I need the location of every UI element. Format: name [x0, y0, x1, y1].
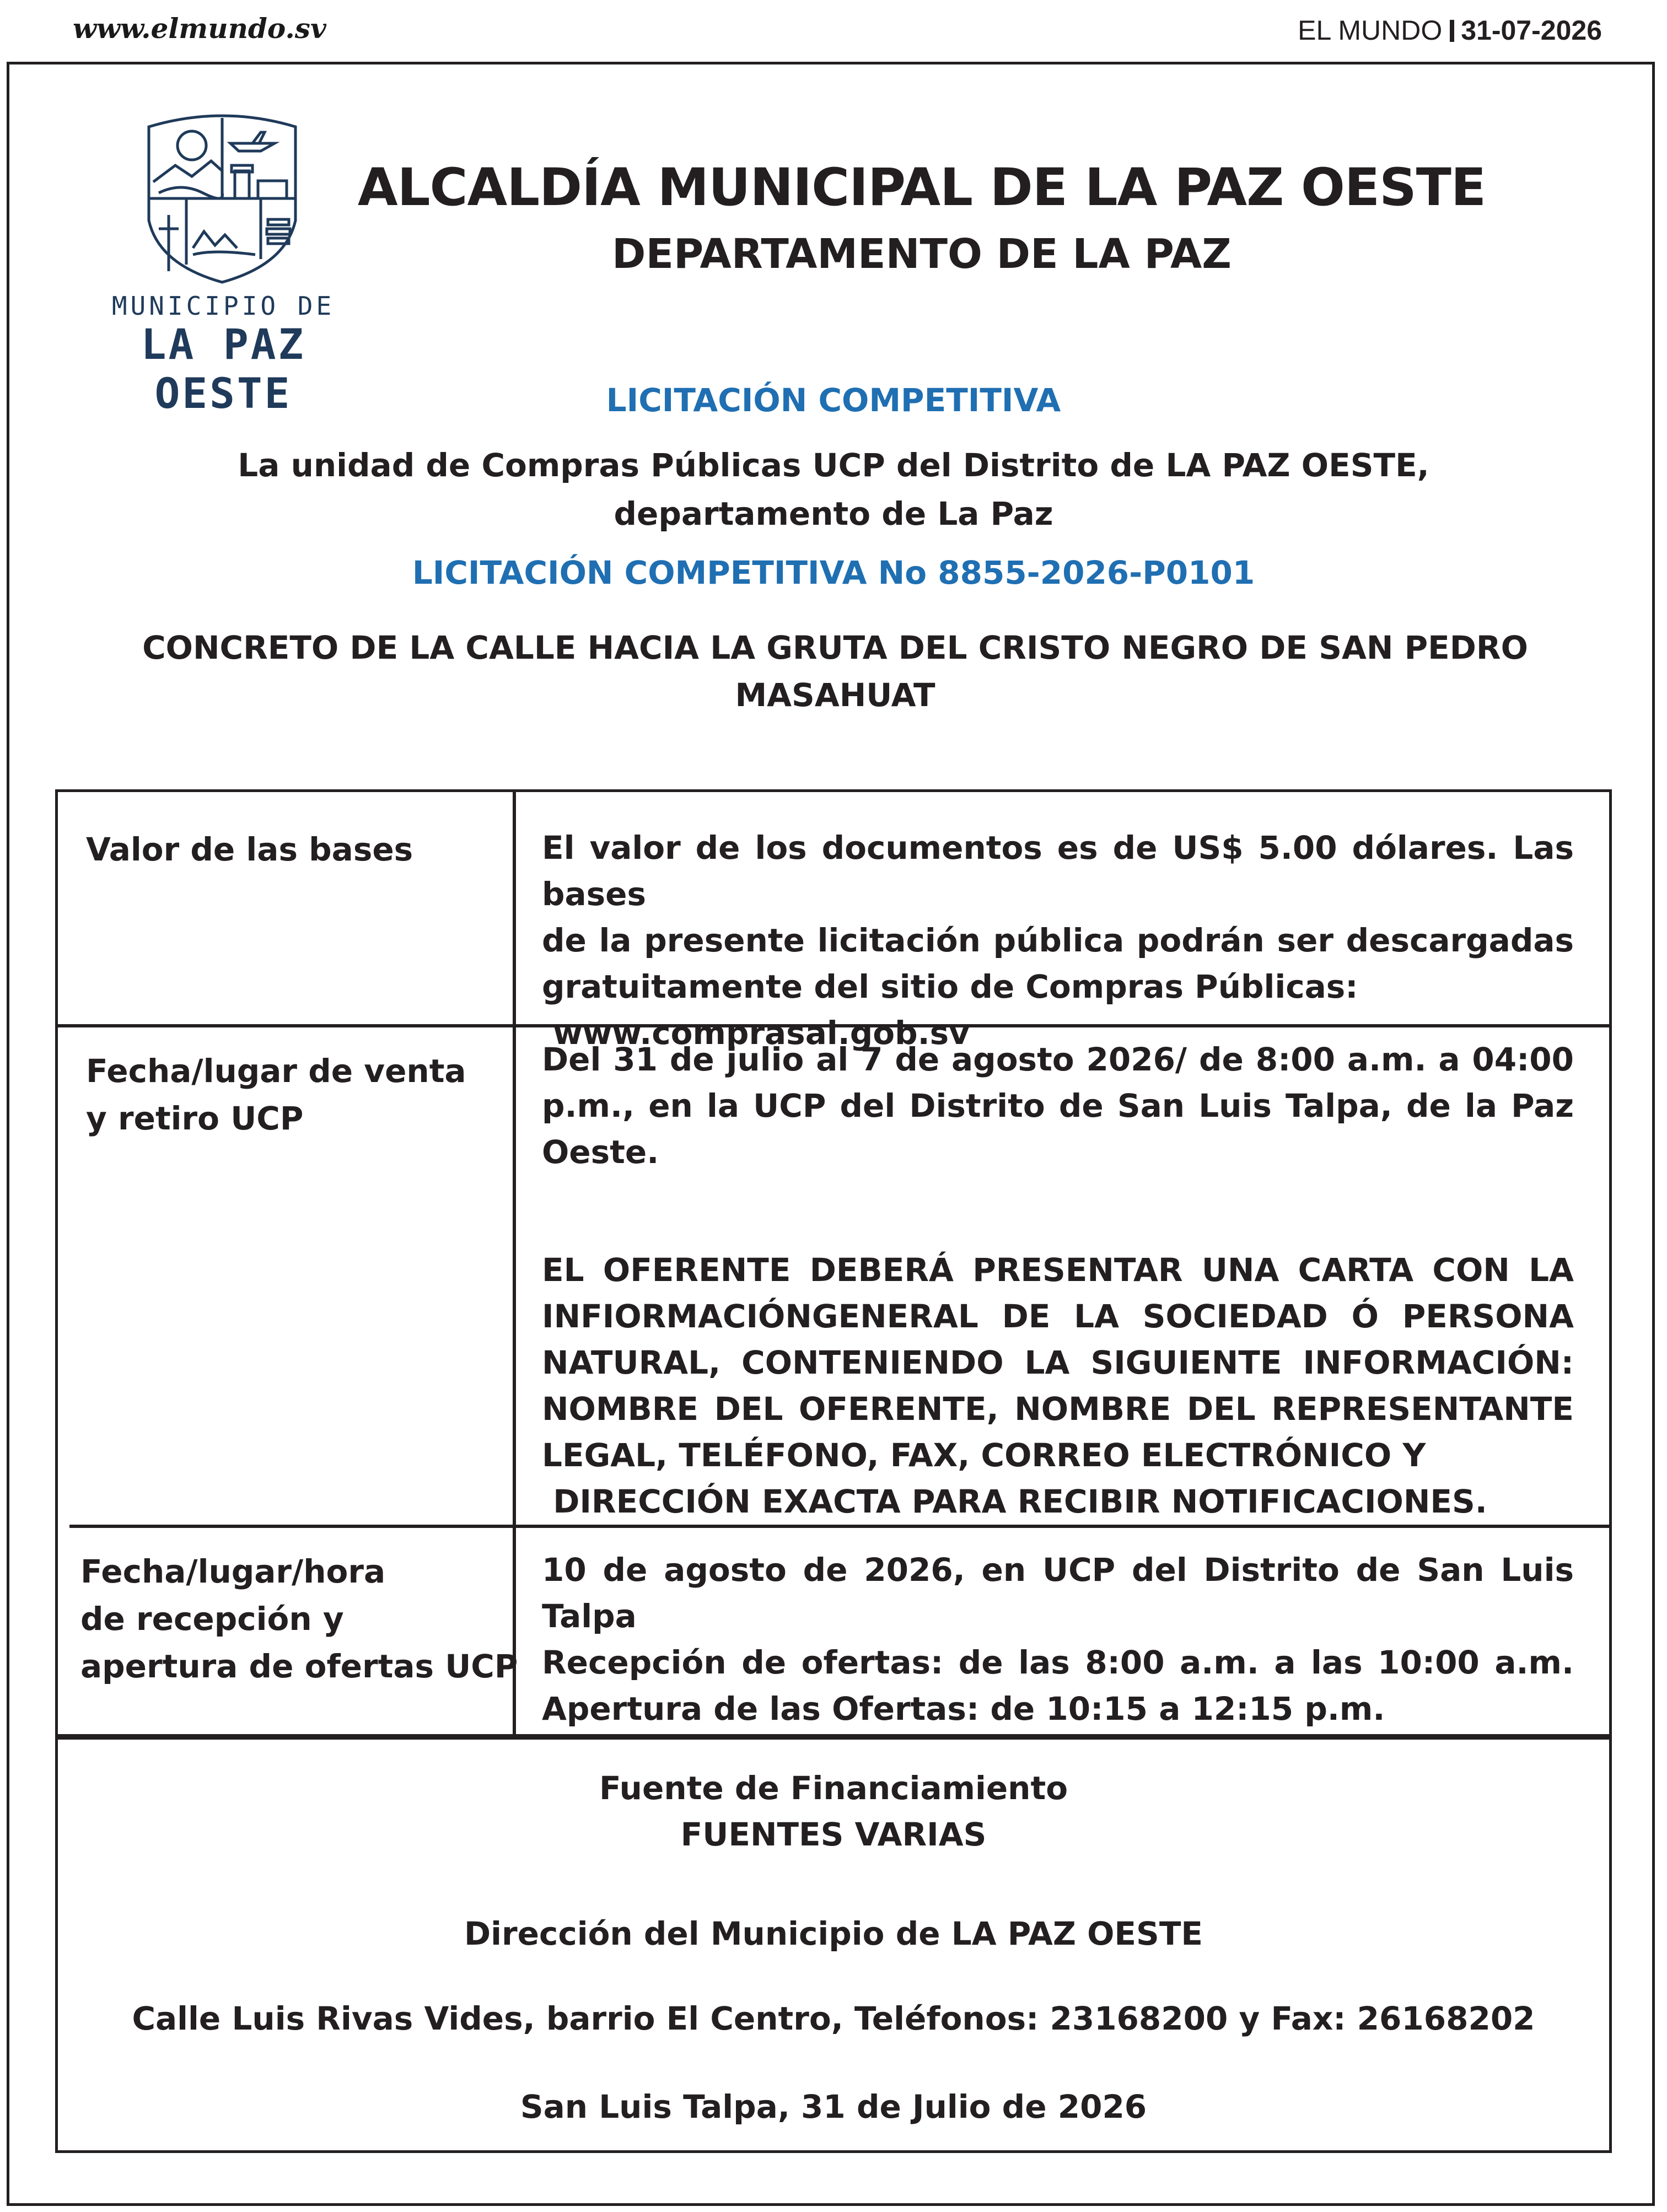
row-label-reception-opening: Fecha/lugar/hora de recepción y apertura de ofertas UCP — [80, 1553, 518, 1685]
project-title — [66, 624, 1604, 719]
masthead-divider — [1450, 20, 1454, 42]
tender-number: LICITACIÓN COMPETITIVA No 8855-2026-P0101 — [412, 554, 1255, 591]
table-text-line: El valor de los documentos es de US$ 5.00 dólares. Las bases — [542, 829, 1574, 913]
table-text-line: Apertura de las Ofertas: de 10:15 a 12:15 p.m. — [542, 1690, 1385, 1727]
row-content-sale-date-place — [542, 1036, 1574, 1525]
newspaper-name: EL MUNDO — [1298, 15, 1443, 46]
paragraph-gap — [542, 1175, 1574, 1247]
website-url: www.elmundo.sv — [73, 12, 326, 45]
table-text-line: INFIORMACIÓNGENERAL DE LA SOCIEDAD Ó PERSONA — [542, 1298, 1574, 1335]
table-text-line: NATURAL, CONTENIENDO LA SIGUIENTE INFORMACIÓN: — [542, 1344, 1574, 1381]
funding-value: FUENTES VARIAS — [680, 1816, 987, 1853]
table-text-line: Del 31 de julio al 7 de agosto 2026/ de 8:00 a.m. a 04:00 — [542, 1041, 1574, 1078]
masthead — [1298, 14, 1602, 46]
table-text-line: gratuitamente del sitio de Compras Públicas: — [542, 968, 1358, 1005]
issuer-line-1: La unidad de Compras Públicas UCP del Distrito de LA PAZ OESTE, — [238, 446, 1429, 484]
project-line-2: MASAHUAT — [735, 676, 935, 714]
table-row-divider — [69, 1525, 1612, 1528]
page-title: ALCALDÍA MUNICIPAL DE LA PAZ OESTE — [357, 158, 1486, 218]
table-text-line: LEGAL, TELÉFONO, FAX, CORREO ELECTRÓNICO Y — [542, 1436, 1426, 1474]
table-text-line: p.m., en la UCP del Distrito de San Luis Talpa, de la Paz — [542, 1087, 1574, 1124]
comprasal-url: www.comprasal.gob.sv — [542, 1014, 970, 1052]
table-text-line: Recepción de ofertas: de las 8:00 a.m. a las 10:00 a.m. — [542, 1644, 1574, 1681]
address: Calle Luis Rivas Vides, barrio El Centro, Teléfonos: 23168200 y Fax: 26168202 — [132, 2000, 1535, 2037]
row-content-bases-value — [542, 825, 1574, 1056]
address-label: Dirección del Municipio de LA PAZ OESTE — [464, 1915, 1203, 1952]
row-label-bases-value: Valor de las bases — [86, 831, 413, 868]
row-label-sale-date-place: Fecha/lugar de venta y retiro UCP — [86, 1052, 466, 1137]
place-date: San Luis Talpa, 31 de Julio de 2026 — [520, 2088, 1147, 2125]
table-text-line: EL OFERENTE DEBERÁ PRESENTAR UNA CARTA CON LA — [542, 1251, 1574, 1289]
table-text-line: Oeste. — [542, 1133, 659, 1171]
table-text-line: NOMBRE DEL OFERENTE, NOMBRE DEL REPRESENTANTE — [542, 1390, 1574, 1428]
row-content-reception-opening — [542, 1547, 1574, 1732]
publication-date: 31-07-2026 — [1461, 15, 1602, 46]
table-text-line: de la presente licitación pública podrán ser descargadas — [542, 922, 1574, 959]
page-subtitle: DEPARTAMENTO DE LA PAZ — [612, 230, 1232, 278]
issuer-line-2: departamento de La Paz — [614, 495, 1053, 532]
funding-label: Fuente de Financiamiento — [599, 1769, 1068, 1807]
table-text-line: DIRECCIÓN EXACTA PARA RECIBIR NOTIFICACIONES. — [542, 1483, 1487, 1520]
project-line-1: CONCRETO DE LA CALLE HACIA LA GRUTA DEL CRISTO NEGRO DE SAN PEDRO — [142, 629, 1528, 666]
logo-caption-municipio: MUNICIPIO DE — [111, 291, 335, 321]
table-text-line: 10 de agosto de 2026, en UCP del Distrito de San Luis Talpa — [542, 1551, 1574, 1635]
notice-type: LICITACIÓN COMPETITIVA — [606, 381, 1061, 419]
logo-caption-name: LA PAZ OESTE — [141, 320, 306, 418]
issuer — [0, 441, 1667, 538]
